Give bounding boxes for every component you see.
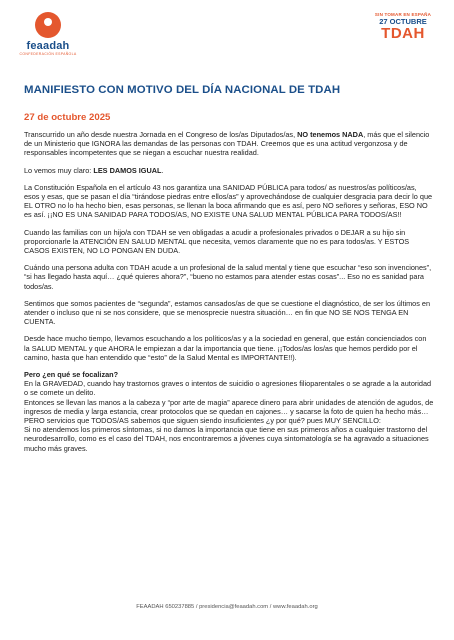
paragraph-2-c: . bbox=[161, 165, 164, 175]
logo-name: feaadah bbox=[26, 40, 70, 52]
badge-top-text: SIN TOMAR EN ESPAÑA bbox=[374, 12, 432, 17]
logo-mark-icon bbox=[35, 12, 61, 38]
logo-tagline: CONFEDERACIÓN ESPAÑOLA bbox=[19, 52, 77, 56]
paragraph-1 bbox=[24, 130, 434, 158]
document-date: 27 de octubre 2025 bbox=[24, 112, 111, 123]
paragraph-1-bold: NO tenemos NADA bbox=[297, 130, 364, 139]
manifesto-body bbox=[24, 130, 434, 461]
document-title: MANIFIESTO CON MOTIVO DEL DÍA NACIONAL DE TDAH bbox=[24, 84, 341, 96]
paragraph-8-heading: Pero ¿en qué se focalizan? bbox=[24, 370, 119, 380]
paragraph-3: La Constitución Española en el artículo 43 nos garantiza una SANIDAD PÚBLICA para todos/ as nuestros/as políticos/as, esos y esas, que se pasan el día “tirándose piedras entre ellos/as” y aprovechándose de cualquier desgracia para decir lo que EL OTRO no lo ha hecho bien, esas personas, se llenan la boca afirmando que es así, pero NO señores y señoras, ESO NO es así. ¡¡NO ES UNA SANIDAD PARA TODOS/AS, NO EXISTE UNA SALUD MENTAL PÚBLICA PARA TODOS/AS!! bbox=[24, 182, 433, 220]
paragraph-8-d: Si no atendemos los primeros síntomas, si no damos la importancia que tiene en sus primeros años a cualquier trastorno del neurodesarrollo, como es el caso del TDAH, nos encontraremos a jóvenes cuya sintomatología se ha agravado a situaciones mucho más graves. bbox=[24, 425, 429, 453]
tdah-day-badge bbox=[372, 12, 434, 41]
paragraph-8-c: Entonces se llevan las manos a la cabeza y “por arte de magia” aparece dinero para abrir unidades de atención de agudos, de ingresos de media y larga estancia, crear protocolos que se quedan en cajones… y sacarse la foto de quien ha hecho más… PERO servicios que TODOS/AS sabemos que siguen siendo insuficientes ¿y por qué? pues MUY SENCILLO: bbox=[24, 397, 434, 426]
feaadah-logo bbox=[18, 12, 78, 56]
badge-word: TDAH bbox=[381, 25, 425, 42]
paragraph-2-bold: LES DAMOS IGUAL bbox=[93, 165, 162, 175]
paragraph-2-a: Lo vemos muy claro: bbox=[24, 165, 94, 175]
paragraph-1-a: Transcurrido un año desde nuestra Jornada en el Congreso de los/as Diputados/as, bbox=[24, 130, 298, 139]
paragraph-2 bbox=[24, 166, 434, 175]
paragraph-6: Sentimos que somos pacientes de “segunda”, estamos cansados/as de que se cuestione el diagnóstico, de ser los últimos en atender o incluso que ni se nos considere, que se menosprecie nuestra situación… en fin que NO SE NOS TENGA EN CUENTA. bbox=[24, 298, 431, 327]
footer-contact: FEAADAH 650237885 / presidencia@feaadah.com / www.feaadah.org bbox=[136, 604, 318, 610]
paragraph-1-c: , más que el silencio de un Ministerio que IGNORA las demandas de las personas con TDAH. Creemos que es una actitud vergonzosa y de responsables incompetentes que se niegan a escuchar nuestra realidad. bbox=[24, 130, 430, 158]
paragraph-5: Cuándo una persona adulta con TDAH acude a un profesional de la salud mental y tiene que escuchar “eso son invenciones”, “si has llegado hasta aquí… ¿qué quieres ahora?”, “bueno no estamos para atender estas cosas”... Eso no es sanidad para todos/as. bbox=[24, 263, 432, 291]
paragraph-8 bbox=[24, 370, 434, 453]
badge-date: 27 OCTUBRE bbox=[379, 17, 427, 26]
paragraph-7: Desde hace mucho tiempo, llevamos escuchando a los políticos/as y a la sociedad en general, que están concienciados con la SALUD MENTAL y que AHORA le empiezan a dar la importancia que tiene. ¡¡Todos/as los/as que hemos perdido por el camino, hasta que han entendido que “esto” de la Salud Mental es IMPORTANTE!!). bbox=[24, 334, 427, 362]
paragraph-8-b: En la GRAVEDAD, cuando hay trastornos graves o intentos de suicidio o agresiones filioparentales o se agrade a la autoridad o se comete un delito. bbox=[24, 379, 432, 398]
paragraph-4: Cuando las familias con un hijo/a con TDAH se ven obligadas a acudir a profesionales privados o DEJAR a su hijo sin proporcionarle la ATENCIÓN EN SALUD MENTAL que necesita, vemos claramente que no es para todos/as. Y ESTOS CASOS EXISTEN, NO LO PONGAN EN DUDA. bbox=[24, 227, 410, 256]
